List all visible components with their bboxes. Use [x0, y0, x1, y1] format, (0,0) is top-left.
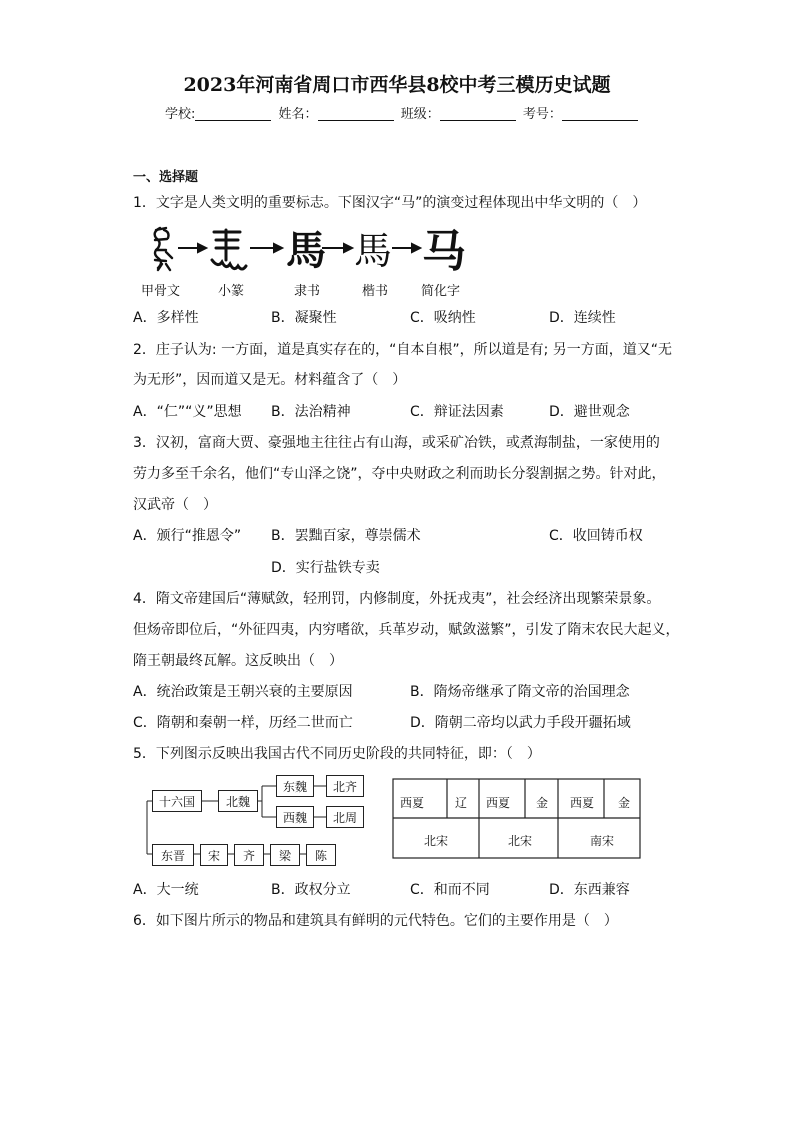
table-cell-liao: 辽	[455, 796, 468, 810]
exam-no-label: 考号：	[522, 107, 562, 122]
box-xiwei: 西魏	[276, 806, 314, 828]
box-beiwei: 北魏	[218, 790, 258, 812]
q3-option-c[interactable]: C．收回铸币权	[549, 528, 643, 544]
q2-option-d[interactable]: D．避世观念	[549, 404, 630, 420]
box-liang: 梁	[270, 844, 300, 866]
table-cell-beisong-2: 北宋	[508, 834, 533, 848]
exam-title: 2023年河南省周口市西华县8校中考三模历史试题	[183, 74, 611, 96]
q4-option-a[interactable]: A．统治政策是王朝兴衰的主要原因	[133, 684, 353, 700]
arrow-3-head	[344, 244, 352, 252]
table-cell-xixia-1: 西夏	[400, 796, 425, 810]
q5-option-b[interactable]: B．政权分立	[271, 882, 351, 898]
q2-stem-line1: 2．庄子认为: 一方面，道是真实存在的，“自本自根”，所以道是有; 另一方面，道又“无	[133, 342, 672, 358]
q5-option-d[interactable]: D．东西兼容	[549, 882, 630, 898]
arrow-4-head	[412, 244, 420, 252]
box-dongwei: 东魏	[276, 775, 314, 797]
table-cell-nansong: 南宋	[590, 834, 615, 848]
q6-stem: 6．如下图片所示的物品和建筑具有鲜明的元代特色。它们的主要作用是（ ）	[133, 913, 618, 929]
q3-stem-line3: 汉武帝（ ）	[133, 497, 217, 513]
q5-option-c[interactable]: C．和而不同	[410, 882, 490, 898]
table-cell-beisong-1: 北宋	[424, 834, 449, 848]
school-label: 学校:	[165, 107, 196, 122]
table-cell-xixia-3: 西夏	[570, 796, 595, 810]
class-label: 班级：	[400, 107, 440, 122]
glyph-label-regular: 楷书	[362, 284, 389, 299]
q4-option-c[interactable]: C．隋朝和秦朝一样，历经二世而亡	[133, 715, 353, 731]
section-title: 一、选择题	[133, 170, 199, 185]
q1-option-d[interactable]: D．连续性	[549, 310, 616, 326]
q4-stem-line1: 4．隋文帝建国后“薄赋敛，轻刑罚，内修制度，外抚戎夷”，社会经济出现繁荣景象。	[133, 591, 661, 607]
table-cell-jin-1: 金	[536, 796, 549, 810]
q5-option-a[interactable]: A．大一统	[133, 882, 199, 898]
q1-option-c[interactable]: C．吸纳性	[410, 310, 476, 326]
box-qi: 齐	[234, 844, 264, 866]
q2-option-c[interactable]: C．辩证法因素	[410, 404, 504, 420]
glyph-label-oracle: 甲骨文	[141, 284, 181, 299]
q3-stem-line1: 3．汉初，富商大贾、豪强地主往往占有山海，或采矿冶铁，或煮海制盐，一家使用的	[133, 435, 660, 451]
q4-stem-line2: 但炀帝即位后，“外征四夷，内穷嗜欲，兵革岁动，赋敛滋繁”，引发了隋末农民大起义，	[133, 622, 680, 638]
clerical-horse-glyph: 馬	[286, 227, 326, 274]
q1-stem: 1．文字是人类文明的重要标志。下图汉字“马”的演变过程体现出中华文明的（ ）	[133, 195, 647, 211]
box-beizhou: 北周	[326, 806, 364, 828]
q3-stem-line2: 劳力多至千余名，他们“专山泽之饶”，夺中央财政之利而助长分裂割据之势。针对此，	[133, 466, 666, 482]
regular-horse-glyph: 馬	[354, 229, 393, 273]
arrow-1-head	[198, 244, 206, 252]
horse-character-evolution-figure	[146, 222, 466, 274]
glyph-label-clerical: 隶书	[294, 284, 321, 299]
name-label: 姓名：	[278, 107, 318, 122]
glyph-label-simplified: 简化字	[421, 284, 461, 299]
small-seal-horse-glyph	[212, 230, 246, 269]
q2-option-a[interactable]: A．“仁”“义”思想	[133, 404, 242, 420]
q3-option-d[interactable]: D．实行盐铁专卖	[271, 560, 380, 576]
q1-option-a[interactable]: A．多样性	[133, 310, 199, 326]
class-blank[interactable]	[440, 106, 516, 121]
box-dongjin: 东晋	[152, 844, 194, 866]
q5-stem: 5．下列图示反映出我国古代不同历史阶段的共同特征，即：（ ）	[133, 746, 541, 762]
q2-stem-line2: 为无形”，因而道又是无。材料蕴含了（ ）	[133, 372, 407, 388]
q4-option-b[interactable]: B．隋炀帝继承了隋文帝的治国理念	[410, 684, 630, 700]
table-cell-jin-2: 金	[618, 796, 631, 810]
student-info-line	[165, 103, 641, 122]
oracle-bone-horse-glyph	[155, 228, 172, 270]
q3-option-b[interactable]: B．罢黜百家，尊崇儒术	[271, 528, 421, 544]
simplified-horse-glyph: 马	[422, 226, 466, 274]
box-shiliuguo: 十六国	[152, 790, 202, 812]
arrow-2-head	[274, 244, 282, 252]
q1-option-b[interactable]: B．凝聚性	[271, 310, 337, 326]
q2-option-b[interactable]: B．法治精神	[271, 404, 351, 420]
box-song: 宋	[200, 844, 228, 866]
glyph-label-seal: 小篆	[218, 284, 245, 299]
name-blank[interactable]	[318, 106, 394, 121]
exam-no-blank[interactable]	[562, 106, 638, 121]
box-chen: 陈	[306, 844, 336, 866]
q4-stem-line3: 隋王朝最终瓦解。这反映出（ ）	[133, 653, 343, 669]
table-cell-xixia-2: 西夏	[486, 796, 511, 810]
box-beiqi: 北齐	[326, 775, 364, 797]
school-blank[interactable]	[195, 106, 271, 121]
q4-option-d[interactable]: D．隋朝二帝均以武力手段开疆拓域	[410, 715, 631, 731]
q3-option-a[interactable]: A．颁行“推恩令”	[133, 528, 242, 544]
